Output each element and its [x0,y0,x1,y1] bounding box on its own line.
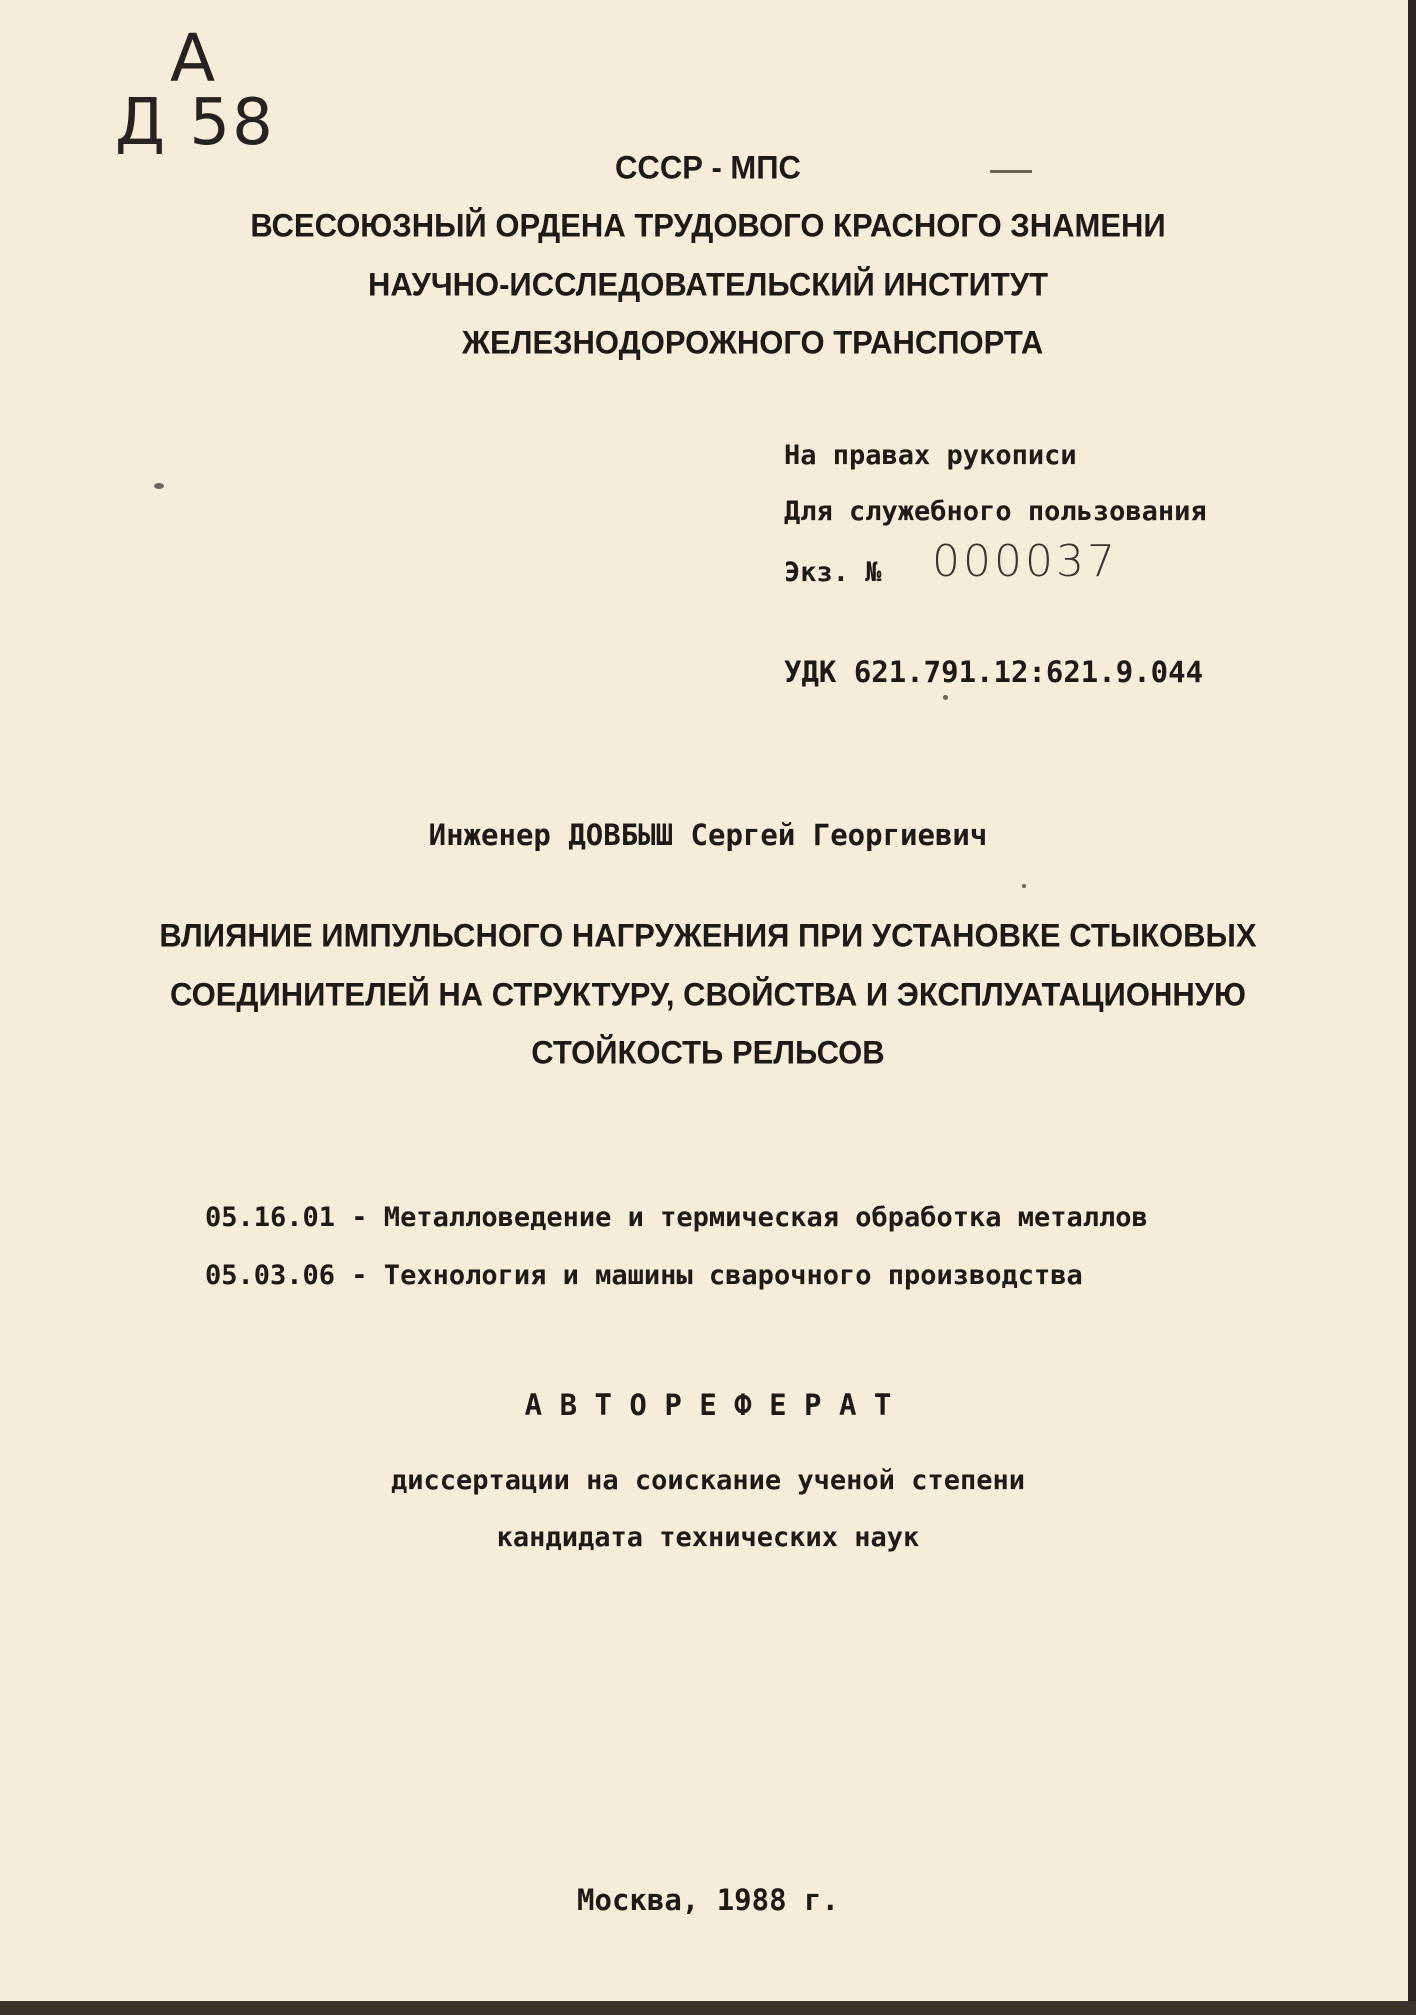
purpose-line-2: кандидата технических наук [496,1522,920,1553]
header-institute-line-3: ЖЕЛЕЗНОДОРОЖНОГО ТРАНСПОРТА [462,324,1044,361]
dissertation-title-line-3: СТОЙКОСТЬ РЕЛЬСОВ [531,1034,885,1071]
header-institute-line-2: НАУЧНО-ИССЛЕДОВАТЕЛЬСКИЙ ИНСТИТУТ [367,266,1049,303]
place-and-year: Москва, 1988 г. [577,1883,839,1917]
handwritten-copy-number: 000037 [932,536,1118,587]
page-spot [154,483,164,489]
scan-edge-bottom [0,2001,1416,2015]
handwritten-letter: А [170,20,216,97]
author-line: Инженер ДОВБЫШ Сергей Георгиевич [428,818,988,852]
specialty-line: 05.16.01 - Металловедение и термическая обработка металлов [205,1202,1148,1233]
dissertation-title-line-2: СОЕДИНИТЕЛЕЙ НА СТРУКТУРУ, СВОЙСТВА И ЭКСПЛУАТАЦИОННУЮ [170,976,1246,1013]
rights-reserved: На правах рукописи [784,440,1077,471]
page-spot [1022,884,1026,888]
dissertation-title-line-1: ВЛИЯНИЕ ИМПУЛЬСНОГО НАГРУЖЕНИЯ ПРИ УСТАНОВКЕ СТЫКОВЫХ [159,917,1257,954]
scan-edge-right [1408,0,1416,2015]
udc-code: УДК 621.791.12:621.9.044 [784,655,1204,689]
for-official-use: Для служебного пользования [784,496,1207,527]
header-institute-line-1: ВСЕСОЮЗНЫЙ ОРДЕНА ТРУДОВОГО КРАСНОГО ЗНАМЕНИ [250,207,1166,244]
handwritten-shelf-code: Д 58 [115,86,275,160]
specialty-line: 05.03.06 - Технология и машины сварочного производства [205,1260,1083,1291]
purpose-line-1: диссертации на соискание ученой степени [391,1465,1025,1496]
copy-number-label: Экз. № [784,557,882,588]
page-spot [943,695,948,700]
header-ussr-mps: СССР - МПС [615,149,801,186]
document-type: А В Т О Р Е Ф Е Р А Т [524,1388,892,1422]
